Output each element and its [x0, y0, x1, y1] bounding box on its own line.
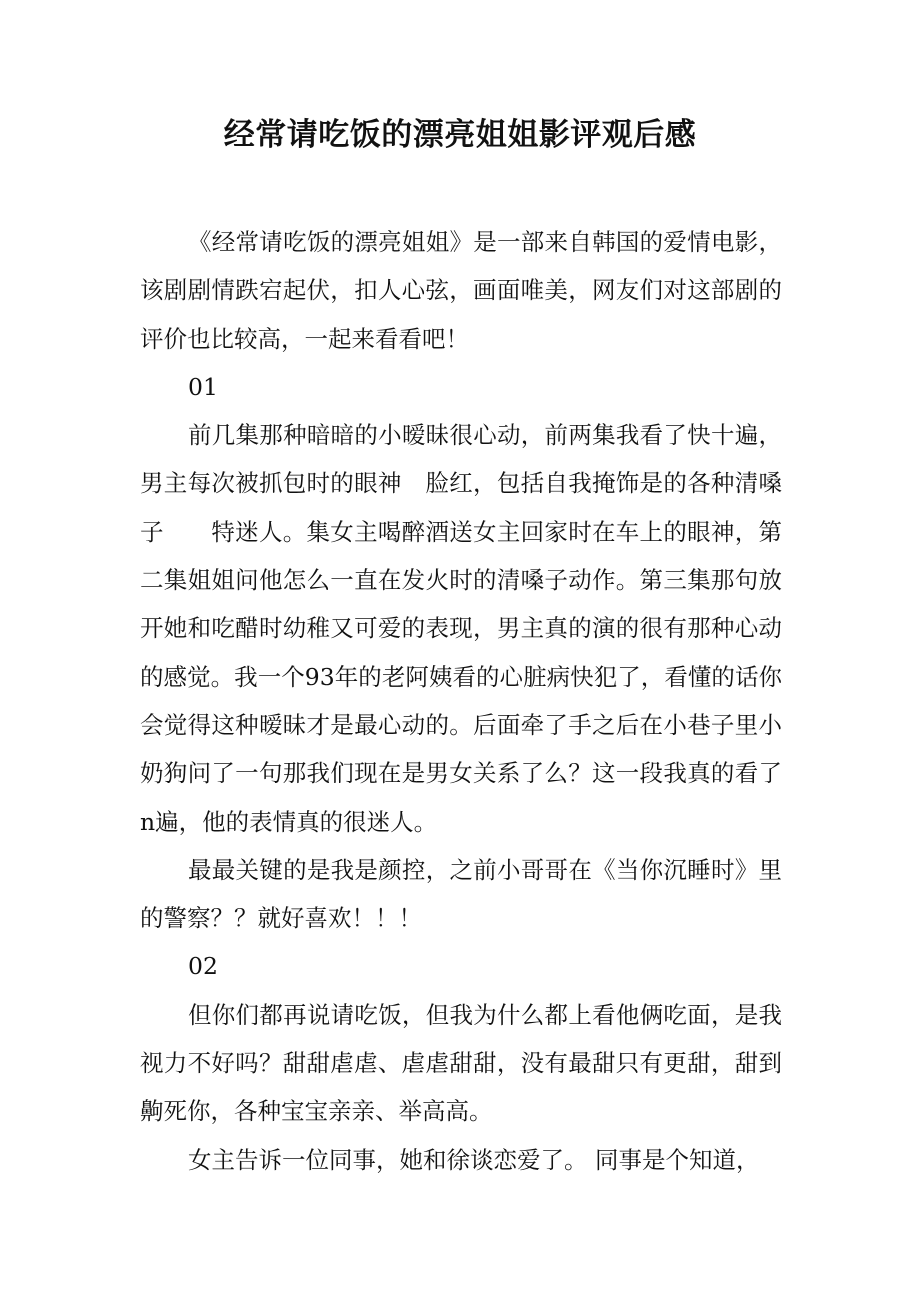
section-number-02: 02	[188, 952, 218, 981]
paragraph-intro: 《经常请吃饭的漂亮姐姐》是一部来自韩国的爱情电影，该剧剧情跌宕起伏，扣人心弦，画面唯美，网友们对这部剧的评价也比较高，一起来看看吧！	[140, 228, 782, 353]
section-number-01: 01	[188, 372, 218, 401]
paragraph-section1-main: 前几集那种暗暗的小暧昧很心动，前两集我看了快十遍，男主每次被抓包时的眼神 脸红，包括自我掩饰是的各种清嗓子 特迷人。集女主喝醉酒送女主回家时在车上的眼神，第二集姐姐问他怎么一直在发火时的清嗓子动作。第三集那句放开她和吃醋时幼稚又可爱的表现，男主真的演的很有那种心动的感觉。我一个93年的老阿姨看的心脏病快犯了，看懂的话你会觉得这种暧昧才是最心动的。后面牵了手之后在小巷子里小奶狗问了一句那我们现在是男女关系了么？这一段我真的看了n遍，他的表情真的很迷人。	[140, 421, 782, 836]
document-title: 经常请吃饭的漂亮姐姐影评观后感	[223, 117, 697, 153]
paragraph-section2-continued: 女主告诉一位同事，她和徐谈恋爱了。 同事是个知道，	[188, 1145, 760, 1174]
paragraph-section2-main: 但你们都再说请吃饭，但我为什么都上看他俩吃面，是我视力不好吗？甜甜虐虐、虐虐甜甜，没有最甜只有更甜，甜到齁死你，各种宝宝亲亲、举高高。	[140, 1000, 782, 1126]
document-body	[140, 218, 782, 1184]
paragraph-section1-extra: 最最关键的是我是颜控，之前小哥哥在《当你沉睡时》里的警察？？就好喜欢！！！	[140, 855, 782, 933]
